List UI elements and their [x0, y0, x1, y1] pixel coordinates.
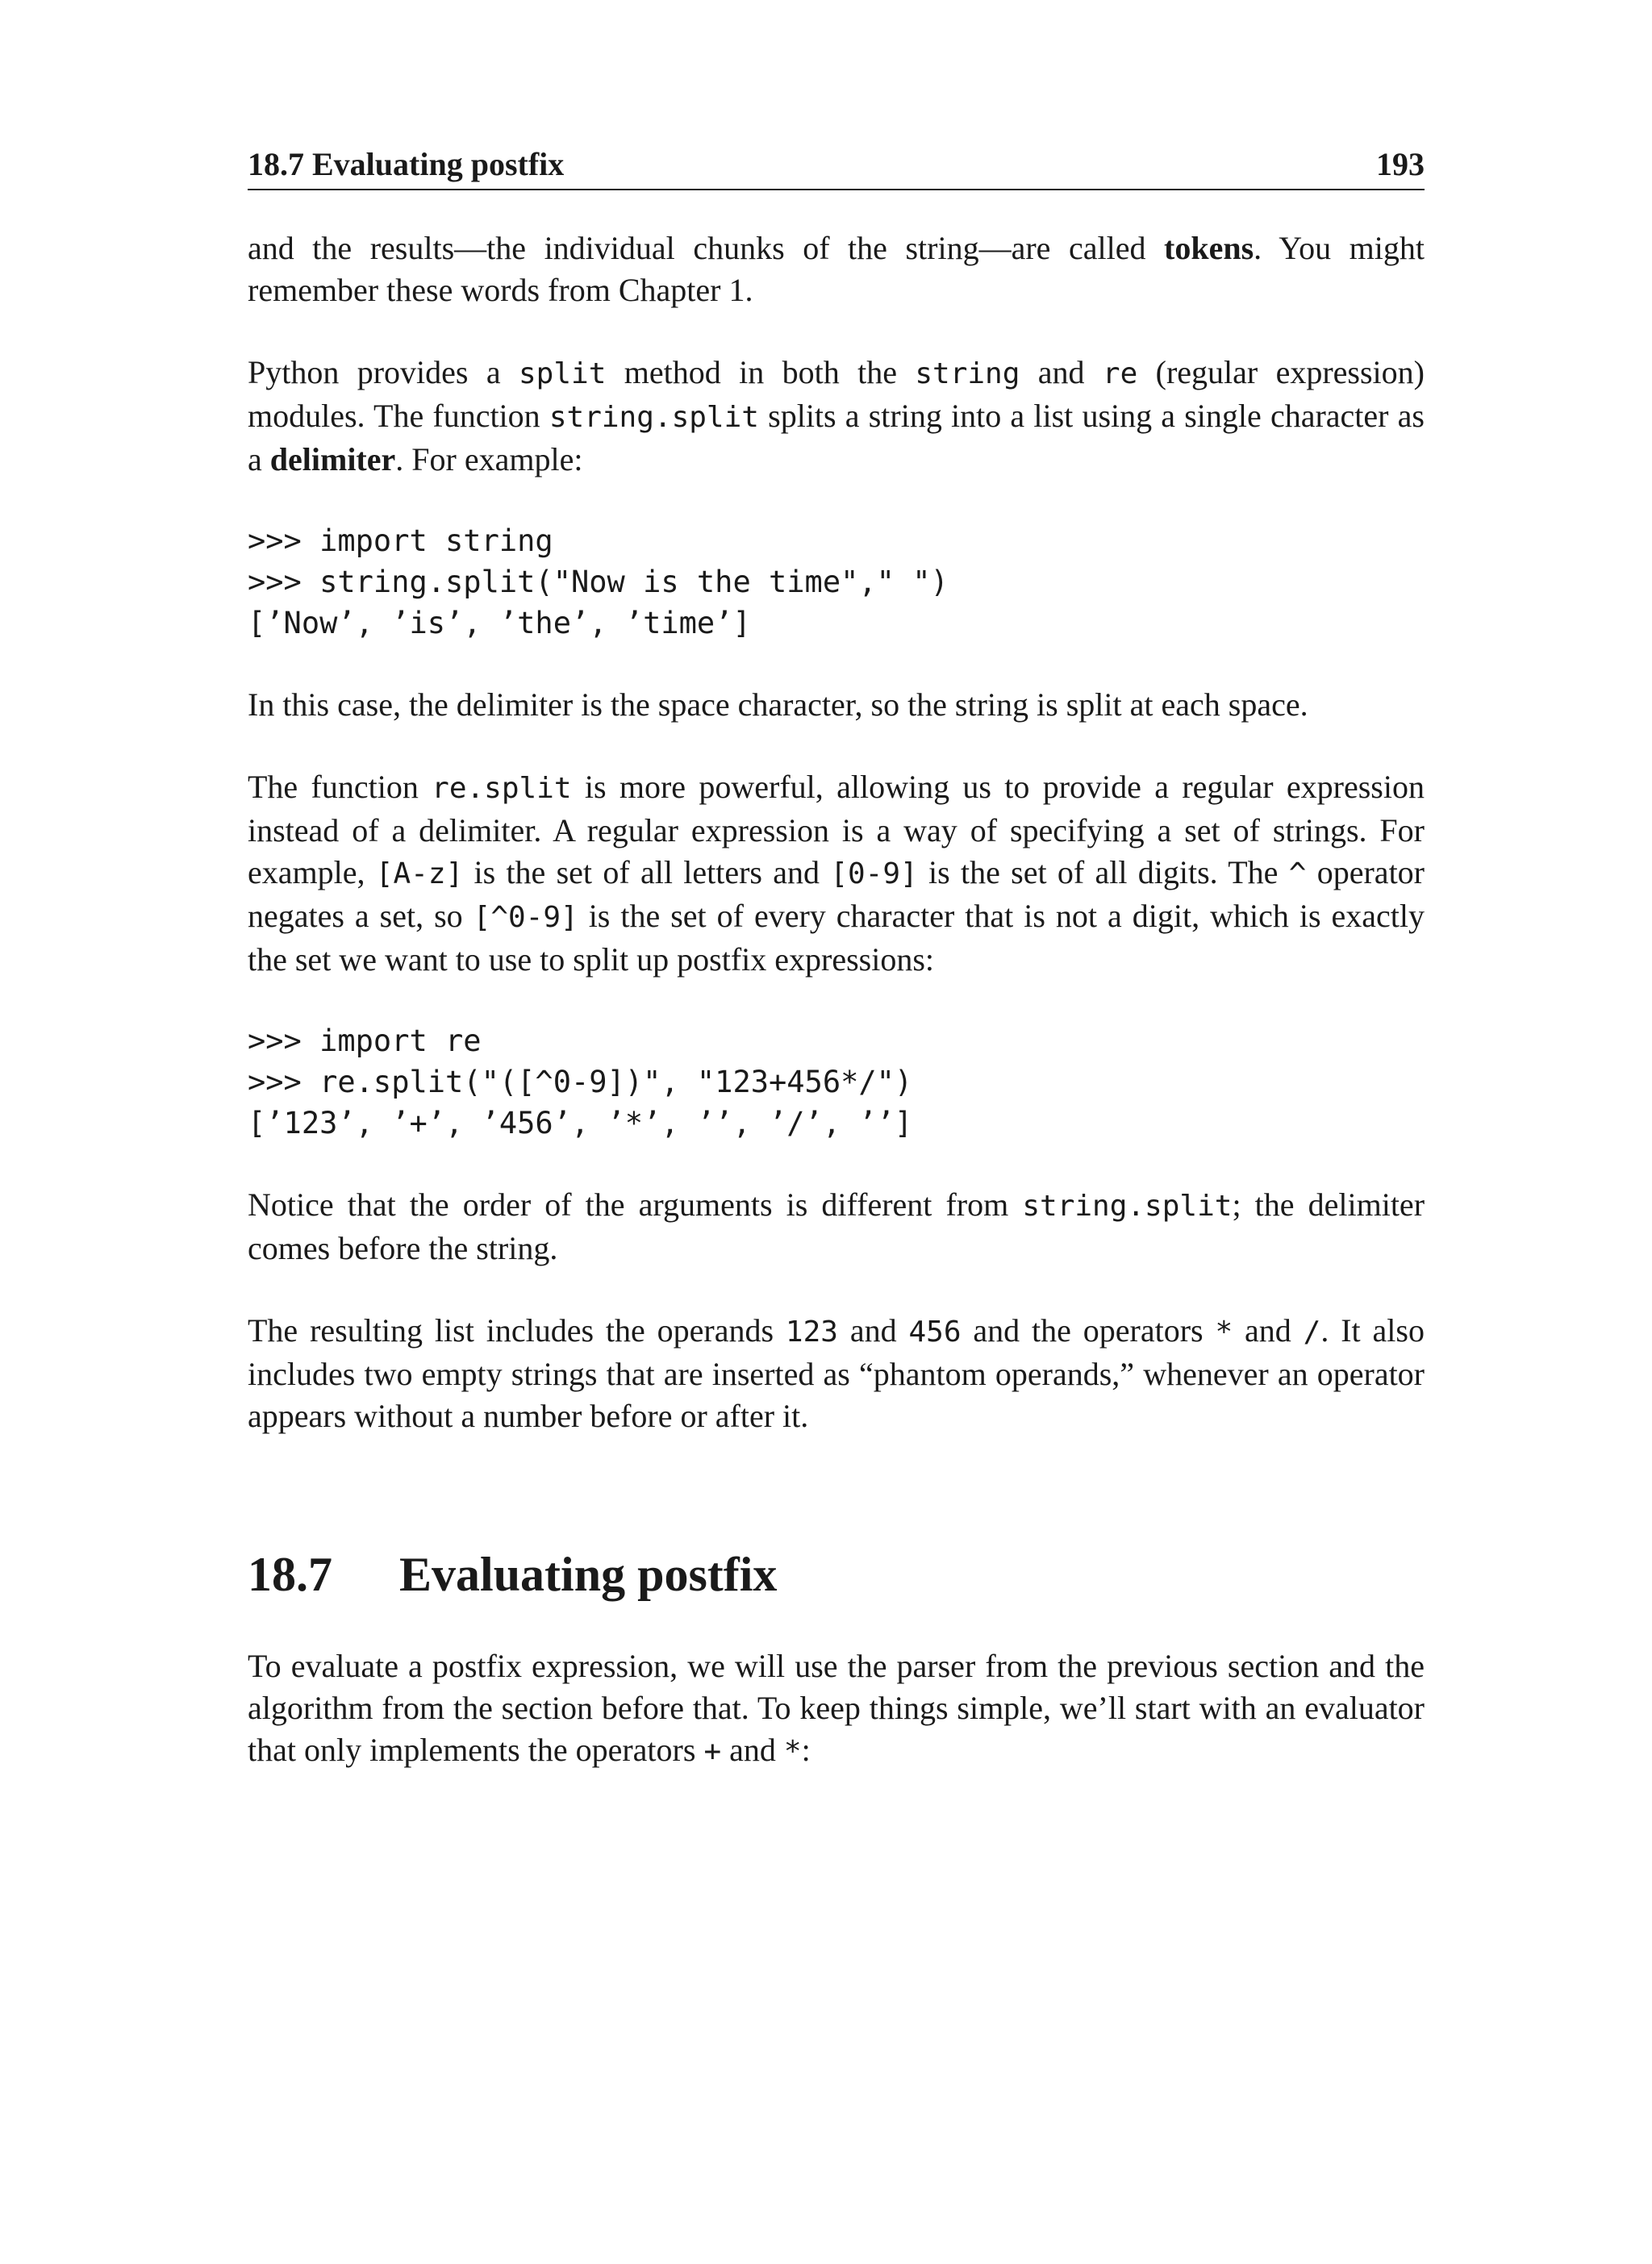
term-delimiter: delimiter [269, 441, 396, 477]
section-number: 18.7 [248, 1548, 332, 1601]
paragraph-phantom-operands: The resulting list includes the operands 123 and 456 and the operators * and /. It also includes two empty strings that are inserted as “phantom operands,” whenever an operator appears without a number before or after it. [248, 1312, 1425, 1434]
code-caret: ^ [1288, 857, 1307, 890]
code-operator-multiply: * [783, 1735, 802, 1768]
code-line: [’123’, ’+’, ’456’, ’*’, ’’, ’/’, ’’] [248, 1106, 913, 1140]
code-line: >>> import re [248, 1024, 482, 1058]
paragraph-tokens: and the results—the individual chunks of the string—are called tokens. You might remember these words from Chapter 1. [248, 230, 1425, 308]
code-operator-divide: / [1303, 1315, 1321, 1349]
section-heading [248, 1545, 1425, 1603]
term-tokens: tokens [1164, 230, 1254, 266]
code-re-split: re.split [432, 772, 572, 805]
code-example-re-split [248, 1020, 1425, 1144]
code-split: split [519, 357, 607, 390]
code-string-split: string.split [549, 401, 759, 434]
code-line: >>> import string [248, 523, 553, 558]
code-example-string-split [248, 520, 1425, 644]
paragraph-split-method: Python provides a split method in both the string and re (regular expression) modules. The function string.split splits a string into a list using a single character as a delimiter. For example: [248, 354, 1425, 477]
paragraph-argument-order: Notice that the order of the arguments is different from string.split; the delimiter comes before the string. [248, 1186, 1425, 1266]
code-operand-456: 456 [908, 1315, 962, 1349]
code-string-split: string.split [1022, 1190, 1233, 1223]
running-title: 18.7 Evaluating postfix [248, 146, 565, 182]
paragraph-delimiter-space: In this case, the delimiter is the space character, so the string is split at each space. [248, 686, 1308, 723]
code-operator-plus: + [703, 1735, 722, 1768]
code-line: >>> re.split("([^0-9])", "123+456*/") [248, 1065, 913, 1099]
section-title: Evaluating postfix [399, 1548, 778, 1601]
code-string: string [915, 357, 1020, 390]
code-non-digit-set: [^0-9] [473, 901, 578, 934]
paragraph-re-split: The function re.split is more powerful, allowing us to provide a regular expression instead of a delimiter. A regular expression is a way of specifying a set of strings. For example, [A-z] is the set of all letters and [0-9] is the set of all digits. The ^ operator negates a set, so [^0-9] is the set of every character that is not a digit, which is exactly the set we want to use to split up postfix expressions: [248, 769, 1425, 978]
code-operand-123: 123 [785, 1315, 838, 1349]
code-line: [’Now’, ’is’, ’the’, ’time’] [248, 606, 751, 640]
code-operator-multiply: * [1215, 1315, 1233, 1349]
code-re: re [1102, 357, 1138, 390]
code-line: >>> string.split("Now is the time"," ") [248, 565, 949, 599]
paragraph-evaluator-intro: To evaluate a postfix expression, we will use the parser from the previous section and the algorithm from the section before that. To keep things simple, we’ll start with an evaluator that only implements the operators + and *: [248, 1648, 1425, 1768]
running-header [248, 145, 1425, 190]
code-digits-set: [0-9] [830, 857, 918, 890]
code-letters-set: [A-z] [375, 857, 464, 890]
page-number: 193 [1376, 146, 1425, 182]
page-content [248, 145, 1425, 1773]
